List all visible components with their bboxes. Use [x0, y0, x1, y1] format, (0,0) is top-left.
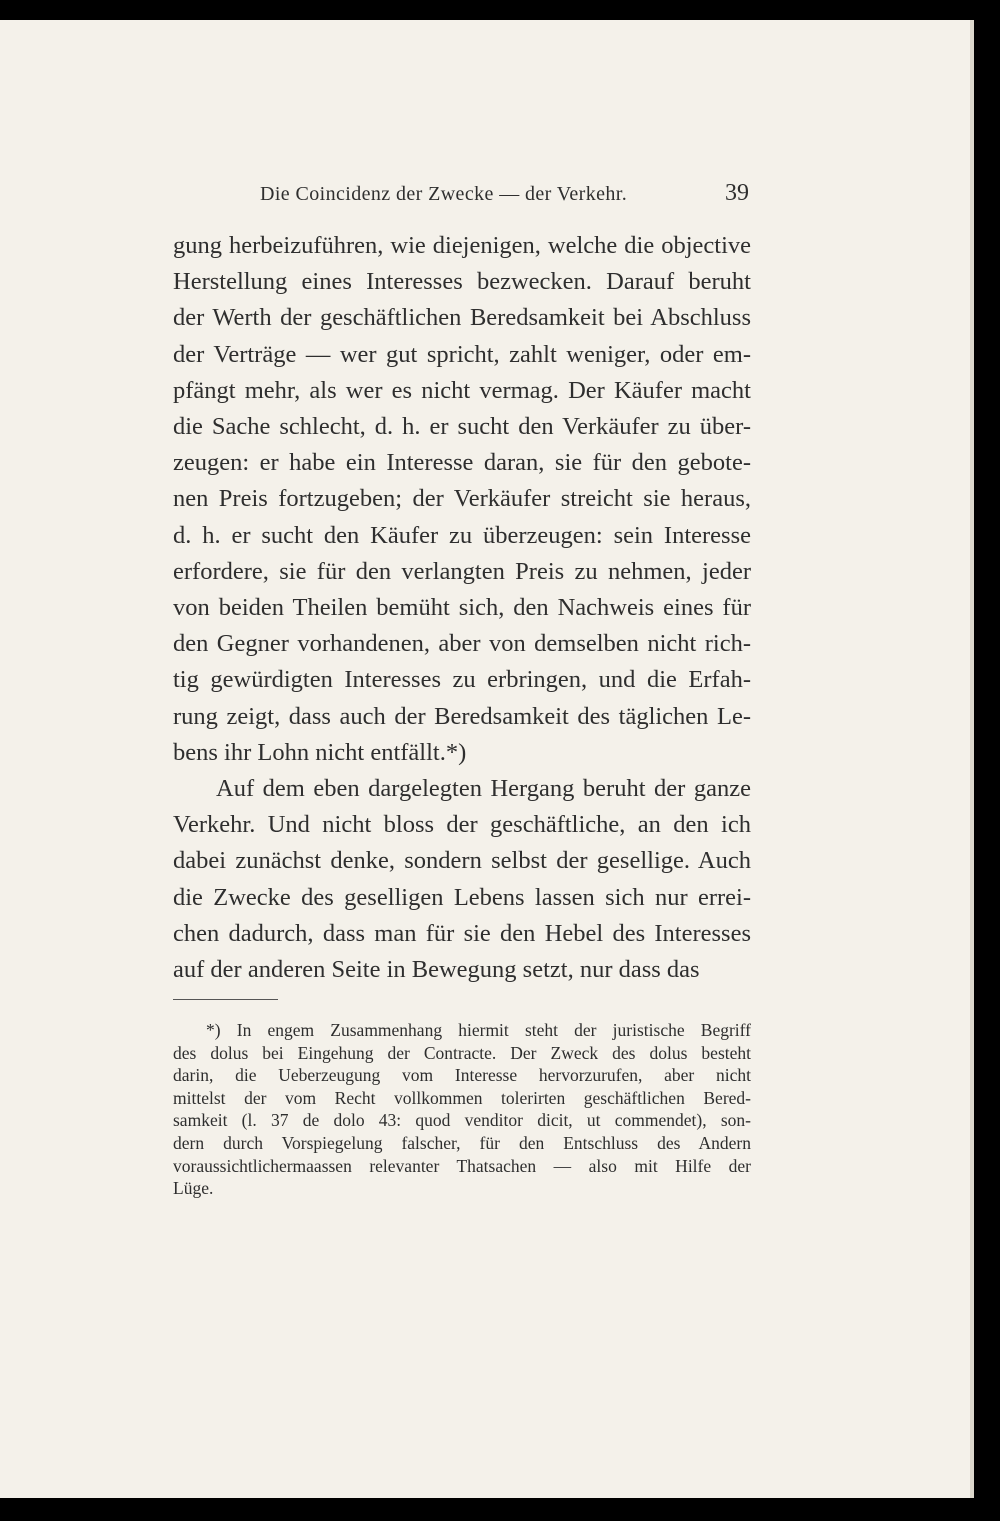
page-number: 39 — [725, 180, 749, 206]
body-line: von beiden Theilen bemüht sich, den Nachweis eines für — [173, 594, 751, 621]
body-line: gung herbeizuführen, wie diejenigen, welche die objective — [173, 232, 751, 259]
body-line: die Zwecke des geselligen Lebens lassen sich nur errei- — [173, 883, 751, 911]
footnote-line: dern durch Vorspiegelung falscher, für den Entschluss des Andern — [173, 1133, 751, 1153]
body-line: zeugen: er habe ein Interesse daran, sie für den gebote- — [173, 449, 751, 477]
body-line: der Werth der geschäftlichen Beredsamkeit bei Abschluss — [173, 304, 751, 332]
footnote-line: *) In engem Zusammenhang hiermit steht der juristische Begriff — [206, 1020, 751, 1040]
footnote-line: darin, die Ueberzeugung vom Interesse hervorzurufen, aber nicht — [173, 1065, 751, 1086]
body-line: Verkehr. Und nicht bloss der geschäftliche, an den ich — [173, 811, 751, 839]
footnote-line: des dolus bei Eingehung der Contracte. Der Zweck des dolus besteht — [173, 1042, 751, 1063]
body-line: Herstellung eines Interesses bezwecken. Darauf beruht — [173, 268, 751, 296]
body-line: Auf dem eben dargelegten Hergang beruht der ganze — [216, 775, 751, 802]
body-line: dabei zunächst denke, sondern selbst der gesellige. Auch — [173, 847, 751, 875]
footnote-line: voraussichtlichermaassen relevanter Thatsachen — also mit Hilfe der — [173, 1155, 751, 1176]
footnote-line: mittelst der vom Recht vollkommen tolerirten geschäftlichen Bered- — [173, 1087, 751, 1108]
body-line: auf der anderen Seite in Bewegung setzt, nur dass das — [173, 956, 700, 983]
body-line: die Sache schlecht, d. h. er sucht den Verkäufer zu über- — [173, 413, 751, 440]
body-line: nen Preis fortzugeben; der Verkäufer streicht sie heraus, — [173, 485, 751, 513]
footnote-divider — [173, 999, 278, 1000]
body-line: bens ihr Lohn nicht entfällt.*) — [173, 738, 467, 766]
body-line: pfängt mehr, als wer es nicht vermag. Der Käufer macht — [173, 376, 751, 404]
running-header: Die Coincidenz der Zwecke — der Verkehr. — [260, 183, 628, 205]
body-line: erfordere, sie für den verlangten Preis zu nehmen, jeder — [173, 557, 751, 585]
body-line: rung zeigt, dass auch der Beredsamkeit des täglichen Le- — [173, 702, 751, 730]
footnote-line: Lüge. — [173, 1178, 214, 1199]
body-line: d. h. er sucht den Käufer zu überzeugen: sein Interesse — [173, 521, 751, 549]
body-line: chen dadurch, dass man für sie den Hebel des Interesses — [173, 919, 751, 947]
footnote-line: samkeit (l. 37 de dolo 43: quod venditor dicit, ut commendet), son- — [173, 1110, 751, 1131]
book-page — [0, 20, 974, 1498]
body-line: den Gegner vorhandenen, aber von demselben nicht rich- — [173, 630, 751, 658]
body-line: der Verträge — wer gut spricht, zahlt weniger, oder em- — [173, 340, 751, 368]
body-line: tig gewürdigten Interesses zu erbringen, und die Erfah- — [173, 666, 751, 694]
